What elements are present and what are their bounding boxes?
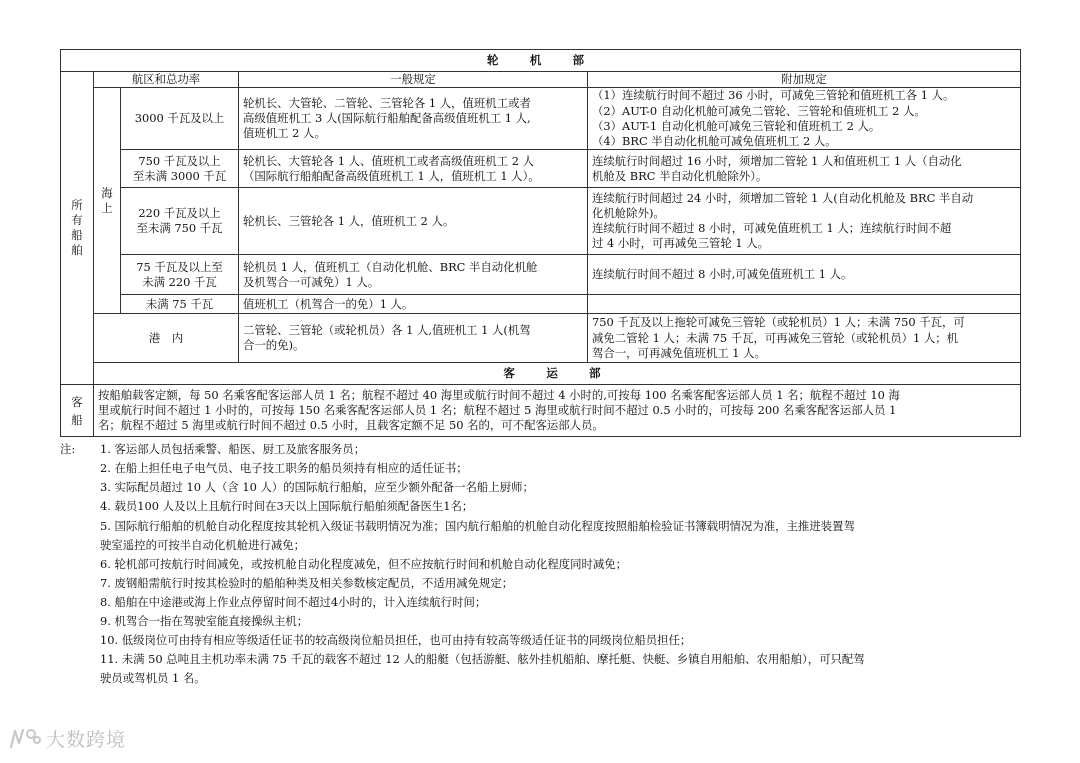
text-line: 至未满 750 千瓦 <box>136 221 223 236</box>
port-label: 港 内 <box>94 314 239 363</box>
text-line: 4. 载员100 人及以上且航行时间在3天以上国际航行船舶须配备医生1名； <box>100 499 474 514</box>
text-line: 6. 轮机部可按航行时间减免，或按机舱自动化程度减免，但不应按航行时间和机舱自动化程度同时减免； <box>100 556 628 571</box>
note-item <box>60 593 1020 612</box>
text-line: 未满 220 千瓦 <box>142 274 217 289</box>
logo-icon <box>8 726 42 752</box>
text-line: 2. 在船上担任电子电气员、电子技工职务的船员须持有相应的适任证书； <box>100 461 468 476</box>
text-line: （1）连续航行时间不超过 36 小时，可减免三管轮和值班机工各 1 人。 <box>592 88 955 103</box>
watermark <box>8 725 126 752</box>
text-line: 值班机工 2 人。 <box>243 126 326 141</box>
text-line: 高级值班机工 3 人(国际航行船舶配备高级值班机工 1 人, <box>243 111 531 126</box>
text-line: 750 千瓦及以上 <box>138 153 221 168</box>
engine-section-title: 轮 机 部 <box>61 50 1021 72</box>
notes-lead: 注: <box>60 442 76 457</box>
general-rule <box>239 295 588 314</box>
text-line: 连续航行时间超过 24 小时，须增加二管轮 1 人(自动化机舱及 BRC 半自动 <box>592 190 974 205</box>
note-item <box>60 440 1020 459</box>
text-line: 驶员或驾机员 1 名。 <box>100 671 206 686</box>
text-line: 减免二管轮 1 人；未满 75 千瓦，可再减免三管轮（或轮机员）1 人；机 <box>592 330 959 345</box>
text-line: 机舱及 BRC 半自动化机舱除外）。 <box>592 168 768 183</box>
power-range <box>121 255 239 295</box>
text-line: 75 千瓦及以上至 <box>136 259 223 274</box>
note-item <box>60 650 1020 688</box>
text-line: 过 4 小时，可再减免三管轮 1 人。 <box>592 236 770 251</box>
text-line: （2）AUT-0 自动化机舱可减免二管轮、三管轮和值班机工 2 人。 <box>592 103 926 118</box>
text-line: 里或航行时间不超过 1 小时的，可按每 150 名乘客配客运部人员 1 名；航程不超过 5 海里或航行时间不超过 0.5 小时的，可按每 200 名乘客配客运部人员 1 <box>98 403 897 418</box>
passenger-section-title: 客 运 部 <box>94 363 1021 385</box>
additional-rule <box>588 295 1021 314</box>
all-ships-label: 所 有 船 舶 <box>61 72 94 385</box>
note-item <box>60 459 1020 478</box>
header-area-power: 航区和总功率 <box>94 72 239 88</box>
text-line: 3000 千瓦及以上 <box>134 111 225 126</box>
additional-rule <box>588 255 1021 295</box>
general-rule <box>239 150 588 188</box>
watermark-text: 大数跨境 <box>46 729 127 751</box>
additional-rule <box>588 88 1021 150</box>
header-general: 一般规定 <box>239 72 588 88</box>
sea-label: 海 上 <box>94 88 121 314</box>
note-text <box>100 440 365 459</box>
text-line: 化机舱除外)。 <box>592 206 665 220</box>
text-line: 9. 机驾合一指在驾驶室能直接操纵主机； <box>100 614 309 629</box>
power-range <box>121 295 239 314</box>
text-line: （3）AUT-1 自动化机舱可减免三管轮和值班机工 2 人。 <box>592 118 881 133</box>
note-item <box>60 574 1020 593</box>
general-rule <box>239 188 588 255</box>
text-line: 名；航程不超过 5 海里或航行时间不超过 0.5 小时，且载客定额不足 50 名的，可不配客运部人员。 <box>98 418 604 433</box>
text-line: 轮机员 1 人，值班机工（自动化机舱、BRC 半自动化机舱 <box>243 259 538 274</box>
general-rule <box>239 255 588 295</box>
passenger-ship-label: 客 船 <box>61 385 94 437</box>
note-item <box>60 497 1020 516</box>
text-line: 驶室遥控的可按半自动化机舱进行减免； <box>100 537 306 552</box>
text-line: 二管轮、三管轮（或轮机员）各 1 人,值班机工 1 人(机驾 <box>243 323 531 337</box>
manning-table <box>60 49 1021 437</box>
text-line: 750 千瓦及以上拖轮可减免三管轮（或轮机员）1 人；未满 750 千瓦，可 <box>592 315 965 330</box>
text-line: 至未满 3000 千瓦 <box>132 168 227 183</box>
note-item <box>60 631 1020 650</box>
note-item <box>60 517 1020 555</box>
text-line: 1. 客运部人员包括乘警、船医、厨工及旅客服务员； <box>100 442 366 457</box>
text-line: 按船舶载客定额，每 50 名乘客配客运部人员 1 名；航程不超过 40 海里或航行时间不超过 4 小时的,可按每 100 名乘客配客运部人员 1 名；航程不超过 10 海 <box>98 387 900 402</box>
text-line: 连续航行时间不超过 8 小时，可减免值班机工 1 人；连续航行时间不超 <box>592 221 952 236</box>
text-line: 220 千瓦及以上 <box>138 206 221 220</box>
port-additional-rule <box>588 314 1021 363</box>
text-line: 及机驾合一可减免）1 人。 <box>243 274 380 289</box>
additional-rule <box>588 150 1021 188</box>
general-rule <box>239 88 588 150</box>
power-range <box>121 88 239 150</box>
text-line: 7. 废钢船需航行时按其检验时的船舶种类及相关参数核定配员，不适用减免规定； <box>100 575 514 590</box>
passenger-rule <box>94 385 1021 437</box>
power-range <box>121 150 239 188</box>
note-item <box>60 555 1020 574</box>
text-line: 驾合一，可再减免值班机工 1 人。 <box>592 345 766 360</box>
text-line: 3. 实际配员超过 10 人（含 10 人）的国际航行船舶，应至少额外配备一名船上厨师； <box>100 480 534 495</box>
text-line: （4）BRC 半自动化机舱可减免值班机工 2 人。 <box>592 133 837 148</box>
text-line: 轮机长、三管轮各 1 人，值班机工 2 人。 <box>243 213 455 228</box>
port-general-rule <box>239 314 588 363</box>
text-line: 5. 国际航行船舶的机舱自动化程度按其轮机入级证书载明情况为准；国内航行船舶的机舱自动化程度按照船舶检验证书簿载明情况为准，主推进装置驾 <box>100 518 855 533</box>
text-line: 11. 未满 50 总吨且主机功率未满 75 千瓦的载客不超过 12 人的船艇（包括游艇、舷外挂机船舶、摩托艇、快艇、乡镇自用船舶、农用船舶），可只配驾 <box>100 652 865 667</box>
note-item <box>60 478 1020 497</box>
text-line: 连续航行时间不超过 8 小时,可减免值班机工 1 人。 <box>592 267 853 282</box>
notes <box>60 440 1020 688</box>
power-range <box>121 188 239 255</box>
header-additional: 附加规定 <box>588 72 1021 88</box>
text-line: 8. 船舶在中途港或海上作业点停留时间不超过4小时的，计入连续航行时间； <box>100 594 487 609</box>
document-page <box>60 49 1020 688</box>
additional-rule <box>588 188 1021 255</box>
text-line: （国际航行船舶配备高级值班机工 1 人，值班机工 1 人）。 <box>243 168 540 183</box>
text-line: 轮机长、大管轮、二管轮、三管轮各 1 人，值班机工或者 <box>243 95 531 110</box>
text-line: 10. 低级岗位可由持有相应等级适任证书的较高级岗位船员担任，也可由持有较高等级适任证书的同级岗位船员担任； <box>100 633 692 648</box>
text-line: 连续航行时间超过 16 小时，须增加二管轮 1 人和值班机工 1 人（自动化 <box>592 153 962 168</box>
text-line: 轮机长、大管轮各 1 人、值班机工或者高级值班机工 2 人 <box>243 153 534 168</box>
text-line: 值班机工（机驾合一的免）1 人。 <box>243 296 414 311</box>
text-line: 未满 75 千瓦 <box>145 296 214 311</box>
note-item <box>60 612 1020 631</box>
text-line: 合一的免)。 <box>243 338 305 353</box>
